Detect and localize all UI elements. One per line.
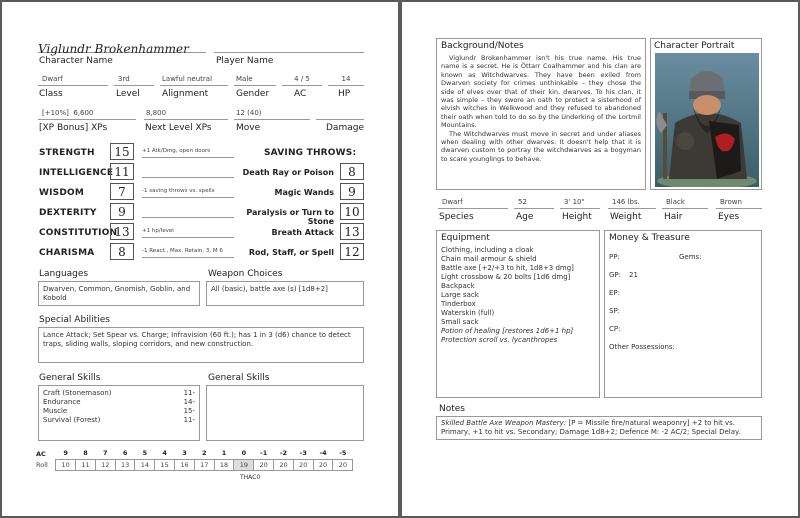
thac0-caption: THAC0 bbox=[240, 474, 261, 481]
thac0-ac-cell: 0 bbox=[241, 449, 247, 458]
hair-value: Black bbox=[662, 198, 708, 209]
thac0-ac-cell: 3 bbox=[182, 449, 187, 458]
skill-row bbox=[43, 407, 195, 416]
thac0-roll-cell: 20 bbox=[293, 459, 313, 470]
save-value: 13 bbox=[340, 223, 364, 240]
thac0-roll-cell: 15 bbox=[155, 459, 175, 470]
skill-value: 14- bbox=[183, 398, 195, 406]
general-skills-title: General Skills bbox=[39, 373, 101, 383]
background-paragraph: The Witchdwarves must move in secret and under aliases when dealing with other dwarves. It doesn't help that it is dwarven custom to portray the witchdwarves as a bogyman to scare younglings to behave. bbox=[441, 129, 641, 163]
equipment-item: Backpack bbox=[441, 282, 475, 290]
hp-value: 14 bbox=[328, 75, 364, 86]
ability-score: 9 bbox=[110, 203, 134, 220]
skill-value: 15- bbox=[183, 407, 195, 415]
general-skills-title-2: General Skills bbox=[208, 373, 270, 383]
general-skills-box-2 bbox=[206, 385, 364, 441]
thac0-ac-cell: 7 bbox=[103, 449, 108, 458]
ability-score: 7 bbox=[110, 183, 134, 200]
save-value: 12 bbox=[340, 243, 364, 260]
thac0-roll-cell: 11 bbox=[76, 459, 96, 470]
skill-row bbox=[43, 416, 195, 425]
equipment-item: Waterskin (full) bbox=[441, 309, 495, 317]
thac0-roll-cell: 20 bbox=[254, 459, 274, 470]
thac0-ac-cell: 5 bbox=[142, 449, 148, 458]
thac0-ac-cell: -3 bbox=[299, 449, 307, 458]
player-name-label: Player Name bbox=[216, 56, 274, 66]
skill-row bbox=[43, 389, 195, 398]
skill-row bbox=[43, 398, 195, 407]
ac-value: 4 / 5 bbox=[282, 75, 322, 86]
save-value: 8 bbox=[340, 163, 364, 180]
skill-name: Survival (Forest) bbox=[43, 416, 101, 424]
next-xp-label: Next Level XPs bbox=[145, 123, 212, 133]
thac0-roll-cell: 13 bbox=[115, 459, 135, 470]
equipment-item: Large sack bbox=[441, 291, 479, 299]
gender-value: Male bbox=[234, 75, 276, 86]
save-name: Magic Wands bbox=[274, 188, 334, 197]
thac0-ac-cell: -2 bbox=[279, 449, 288, 458]
thac0-ac-cell: 6 bbox=[122, 449, 128, 458]
level-label: Level bbox=[116, 89, 140, 99]
class-label: Class bbox=[39, 89, 63, 99]
character-name: Viglundr Brokenhammer bbox=[38, 42, 189, 56]
level-value: 3rd bbox=[114, 75, 154, 86]
height-value: 3' 10" bbox=[560, 198, 600, 209]
eyes-value: Brown bbox=[716, 198, 762, 209]
skill-name: Muscle bbox=[43, 407, 68, 415]
thac0-roll-label: Roll bbox=[36, 460, 48, 469]
ep-label: EP: bbox=[609, 289, 621, 297]
notes-title: Notes bbox=[439, 404, 465, 414]
thac0-table bbox=[36, 448, 353, 471]
money-box bbox=[604, 230, 762, 398]
move-value: 12 (40) bbox=[234, 109, 310, 120]
ability-name: CONSTITUTION bbox=[39, 228, 118, 238]
class-value: Dwarf bbox=[38, 75, 108, 86]
skill-name: Craft (Stonemason) bbox=[43, 389, 112, 397]
eyes-label: Eyes bbox=[718, 212, 740, 222]
species-value: Dwarf bbox=[438, 198, 508, 209]
thac0-ac-cell: -4 bbox=[319, 449, 327, 458]
equipment-item-italic: Potion of healing [restores 1d6+1 hp] bbox=[441, 327, 574, 335]
thac0-ac-cell: -5 bbox=[339, 449, 347, 458]
thac0-roll-cell: 17 bbox=[194, 459, 214, 470]
save-value: 10 bbox=[340, 203, 364, 220]
thac0-roll-cell: 20 bbox=[313, 459, 333, 470]
character-name-line bbox=[38, 38, 206, 56]
thac0-roll-cell: 16 bbox=[175, 459, 195, 470]
saving-throws-title: SAVING THROWS: bbox=[264, 148, 357, 158]
ability-note: -1 React., Max. Retain. 3, M 6 bbox=[142, 248, 234, 258]
species-label: Species bbox=[439, 212, 474, 222]
xp-value bbox=[38, 109, 136, 120]
ability-name: INTELLIGENCE bbox=[39, 168, 114, 178]
ability-name: CHARISMA bbox=[39, 248, 95, 258]
equipment-box bbox=[436, 230, 600, 398]
skill-name: Endurance bbox=[43, 398, 81, 406]
save-name: Paralysis or Turn to Stone bbox=[246, 208, 334, 226]
equipment-item: Light crossbow & 20 bolts [1d6 dmg] bbox=[441, 273, 571, 281]
thac0-ac-cell: 2 bbox=[202, 449, 207, 458]
notes-text: [P = Missile fire/natural weaponry] +2 to hit vs. Primary, +1 to hit vs. Secondary; Damage 1d8+2; Defence M: -2 AC/2; Special Delay. bbox=[441, 419, 741, 436]
hp-label: HP bbox=[338, 89, 351, 99]
thac0-ac-cell: -1 bbox=[260, 449, 268, 458]
height-label: Height bbox=[562, 212, 592, 222]
ability-note: +1 hp/level bbox=[142, 228, 234, 238]
equipment-item: Tinderbox bbox=[441, 300, 476, 308]
next-xp-value: 8,800 bbox=[144, 109, 228, 120]
thac0-roll-cell-highlight: 19 bbox=[234, 459, 254, 470]
dwarf-portrait-image bbox=[655, 53, 759, 187]
ac-label: AC bbox=[294, 89, 307, 99]
special-abilities-title: Special Abilities bbox=[39, 315, 110, 325]
equipment-item-italic: Protection scroll vs. lycanthropes bbox=[441, 336, 558, 344]
thac0-roll-cell: 20 bbox=[333, 459, 353, 470]
equipment-title: Equipment bbox=[441, 233, 490, 243]
languages-box: Dwarven, Common, Gnomish, Goblin, and Kobold bbox=[38, 281, 200, 306]
portrait-box bbox=[650, 38, 762, 190]
background-title: Background/Notes bbox=[441, 41, 524, 51]
equipment-item: Small sack bbox=[441, 318, 479, 326]
thac0-ac-cell: 8 bbox=[83, 449, 88, 458]
background-paragraph: Viglundr Brokenhammer isn't his true name. His true name is a secret. He is Öttarr Coalhammer and his clan are known as Witchdwarves. They have been exiled from Dwarven society for crimes unthinkable – they chose the side of elves over that of their kin, dwarves. To his clan, it was simple – they swore an oath to protect a sisterhood of elvish witches in Welkwood and they refused to abandoned their oath when told to do so by the Underking of the Lortmil Mountains. bbox=[441, 54, 641, 130]
thac0-roll-cell: 10 bbox=[56, 459, 76, 470]
skill-value: 11- bbox=[183, 416, 195, 424]
xp-label: [XP Bonus] XPs bbox=[39, 123, 108, 133]
gender-label: Gender bbox=[236, 89, 270, 99]
ability-note: +1 Atk/Dmg, open doors bbox=[142, 148, 234, 158]
move-label: Move bbox=[236, 123, 261, 133]
ability-score: 8 bbox=[110, 243, 134, 260]
right-page bbox=[402, 2, 798, 516]
notes-box bbox=[436, 416, 762, 440]
weight-value: 146 lbs. bbox=[608, 198, 656, 209]
xp-amount: 6,600 bbox=[73, 109, 94, 117]
ability-score: 15 bbox=[110, 143, 134, 160]
ability-note: -1 saving throws vs. spells bbox=[142, 188, 234, 198]
cp-label: CP: bbox=[609, 325, 621, 333]
portrait-title: Character Portrait bbox=[654, 41, 735, 51]
ability-note bbox=[142, 168, 234, 178]
thac0-ac-label: AC bbox=[36, 449, 46, 458]
background-box bbox=[436, 38, 646, 190]
pp-label: PP: bbox=[609, 253, 620, 261]
ability-name: DEXTERITY bbox=[39, 208, 97, 218]
save-name: Rod, Staff, or Spell bbox=[248, 248, 334, 257]
alignment-label: Alignment bbox=[162, 89, 209, 99]
left-page bbox=[2, 2, 398, 516]
save-value: 9 bbox=[340, 183, 364, 200]
equipment-item: Chain mail armour & shield bbox=[441, 255, 537, 263]
ability-name: STRENGTH bbox=[39, 148, 95, 158]
thac0-ac-cell: 1 bbox=[221, 449, 227, 458]
weight-label: Weight bbox=[610, 212, 642, 222]
ability-score: 13 bbox=[110, 223, 134, 240]
alignment-value: Lawful neutral bbox=[160, 75, 228, 86]
thac0-roll-cell: 18 bbox=[214, 459, 234, 470]
player-name-line bbox=[214, 38, 364, 53]
equipment-item: Battle axe [+2/+3 to hit, 1d8+3 dmg] bbox=[441, 264, 574, 272]
hair-label: Hair bbox=[664, 212, 683, 222]
thac0-ac-cell: 4 bbox=[162, 449, 167, 458]
damage-label: Damage bbox=[326, 123, 364, 133]
age-value: 52 bbox=[514, 198, 554, 209]
thac0-roll-cell: 20 bbox=[274, 459, 294, 470]
thac0-roll-cell: 12 bbox=[95, 459, 115, 470]
languages-title: Languages bbox=[39, 269, 89, 279]
age-label: Age bbox=[516, 212, 534, 222]
gp-label: GP: bbox=[609, 271, 622, 279]
thac0-roll-row bbox=[36, 459, 353, 470]
thac0-ac-row bbox=[36, 448, 353, 459]
sp-label: SP: bbox=[609, 307, 621, 315]
gems-label: Gems: bbox=[679, 253, 702, 261]
ability-score: 11 bbox=[110, 163, 134, 180]
skill-value: 11- bbox=[183, 389, 195, 397]
damage-value bbox=[316, 109, 364, 120]
character-name-label: Character Name bbox=[39, 56, 113, 66]
xp-bonus: [+10%] bbox=[42, 109, 69, 117]
general-skills-box bbox=[38, 385, 200, 441]
thac0-ac-cell: 9 bbox=[63, 449, 68, 458]
save-name: Breath Attack bbox=[271, 228, 334, 237]
special-abilities-box: Lance Attack; Set Spear vs. Charge; Infravision (60 ft.); has 1 in 3 (d6) chance to detect traps, sliding walls, sloping corridors, and new construction. bbox=[38, 327, 364, 363]
thac0-roll-cell: 14 bbox=[135, 459, 155, 470]
ability-note bbox=[142, 208, 234, 218]
other-possessions-label: Other Possessions: bbox=[609, 343, 675, 351]
ability-name: WISDOM bbox=[39, 188, 85, 198]
equipment-item: Clothing, including a cloak bbox=[441, 246, 534, 254]
save-name: Death Ray or Poison bbox=[242, 168, 334, 177]
weapon-choices-box: All (basic), battle axe (s) [1d8+2] bbox=[206, 281, 364, 306]
weapon-choices-title: Weapon Choices bbox=[208, 269, 283, 279]
notes-lead: Skilled Battle Axe Weapon Mastery: bbox=[441, 419, 567, 427]
gp-value: 21 bbox=[629, 271, 638, 279]
money-title: Money & Treasure bbox=[609, 233, 690, 243]
